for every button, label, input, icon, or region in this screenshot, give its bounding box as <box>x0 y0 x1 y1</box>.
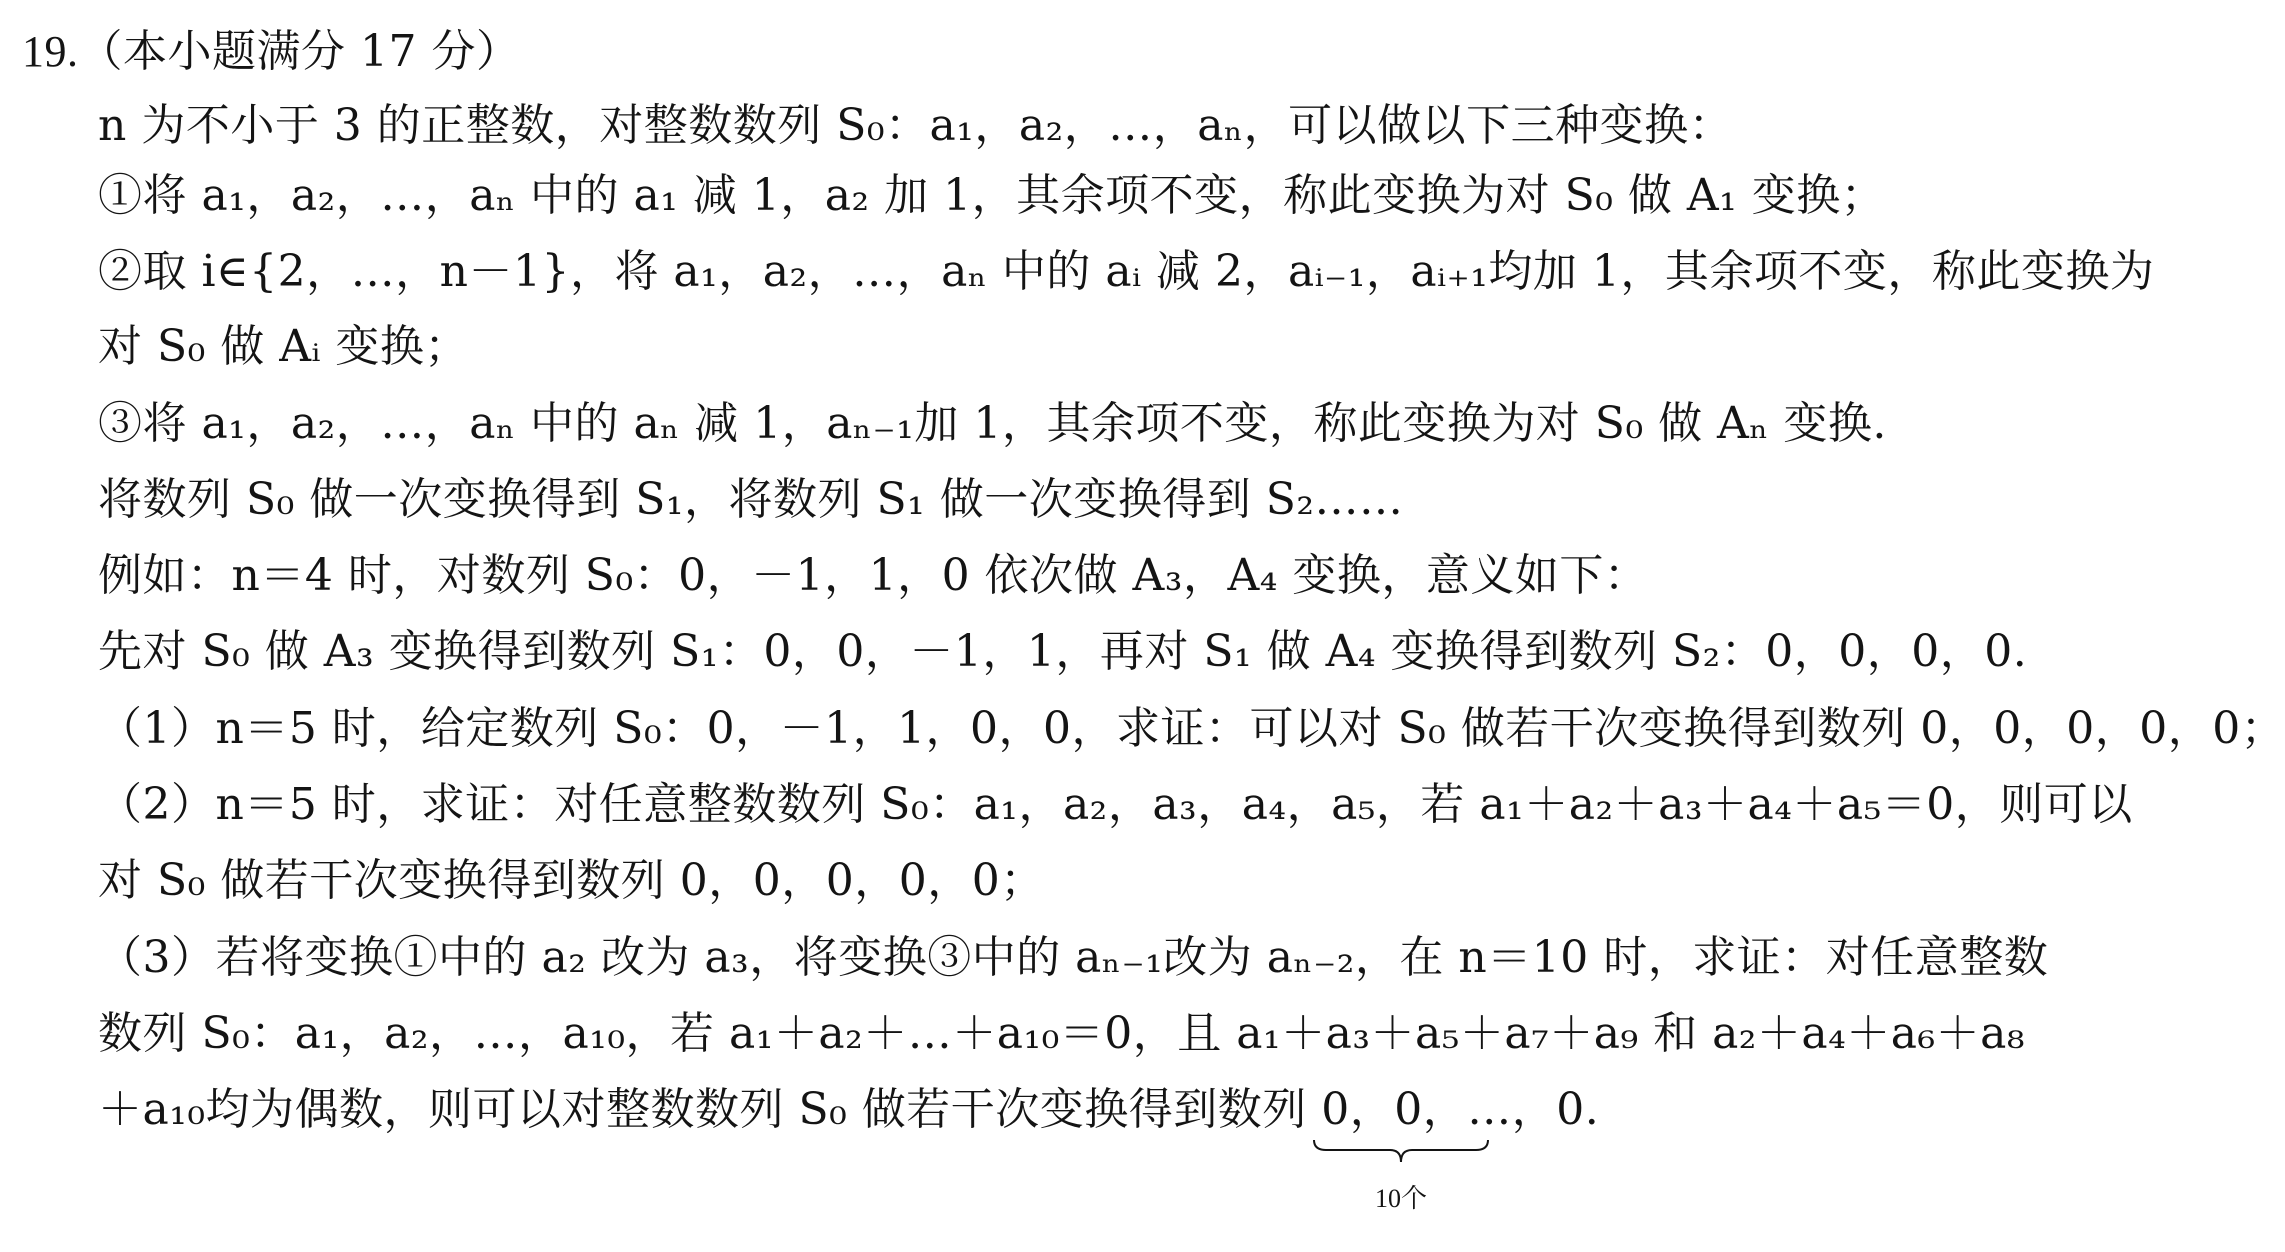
rule-1-line: ①将 a₁，a₂，…，aₙ 中的 a₁ 减 1，a₂ 加 1，其余项不变，称此变换为对 S₀ 做 A₁ 变换； <box>98 170 1886 221</box>
rule-2-line-2: 对 S₀ 做 Aᵢ 变换； <box>98 321 469 372</box>
iteration-line: 将数列 S₀ 做一次变换得到 S₁，将数列 S₁ 做一次变换得到 S₂…… <box>98 474 1404 525</box>
problem-header-line <box>22 24 520 80</box>
part-2-line-1: （2）n＝5 时，求证：对任意整数数列 S₀：a₁，a₂，a₃，a₄，a₅，若 a₁＋a₂＋a₃＋a₄＋a₅＝0，则可以 <box>98 779 2133 830</box>
rule-3-line: ③将 a₁，a₂，…，aₙ 中的 aₙ 减 1，aₙ₋₁加 1，其余项不变，称此变换为对 S₀ 做 Aₙ 变换. <box>98 398 1887 449</box>
rule-2-line-1: ②取 i∈{2，…，n－1}，将 a₁，a₂，…，aₙ 中的 aᵢ 减 2，aᵢ₋₁，aᵢ₊₁均加 1，其余项不变，称此变换为 <box>98 246 2155 297</box>
example-line-2: 先对 S₀ 做 A₃ 变换得到数列 S₁：0，0，－1，1，再对 S₁ 做 A₄ 变换得到数列 S₂：0，0，0，0. <box>98 626 2028 677</box>
intro-line: n 为不小于 3 的正整数，对整数数列 S₀：a₁，a₂，…，aₙ，可以做以下三种变换： <box>98 100 1734 151</box>
part-2-line-2: 对 S₀ 做若干次变换得到数列 0，0，0，0，0； <box>98 855 1045 906</box>
problem-number: 19. <box>22 27 79 76</box>
underbrace-icon <box>1312 1136 1490 1176</box>
part-1-line: （1）n＝5 时，给定数列 S₀：0，－1，1，0，0，求证：可以对 S₀ 做若干次变换得到数列 0，0，0，0，0； <box>98 703 2285 754</box>
underbrace <box>1312 1082 1490 1232</box>
example-line-1: 例如：n＝4 时，对数列 S₀：0，－1，1，0 依次做 A₃，A₄ 变换，意义如下： <box>98 550 1649 601</box>
part-3-line-2: 数列 S₀：a₁，a₂，…，a₁₀，若 a₁＋a₂＋…＋a₁₀＝0，且 a₁＋a₃＋a₅＋a₇＋a₉ 和 a₂＋a₄＋a₆＋a₈ <box>98 1008 2026 1059</box>
part-3-line-1: （3）若将变换①中的 a₂ 改为 a₃，将变换③中的 aₙ₋₁改为 aₙ₋₂，在 n＝10 时，求证：对任意整数 <box>98 932 2049 983</box>
problem-score-header: （本小题满分 17 分） <box>78 26 521 77</box>
underbrace-label: 10个 <box>1374 1184 1427 1213</box>
part-3-line-3: ＋a₁₀均为偶数，则可以对整数数列 S₀ 做若干次变换得到数列 0，0，…，0. <box>98 1084 1600 1135</box>
